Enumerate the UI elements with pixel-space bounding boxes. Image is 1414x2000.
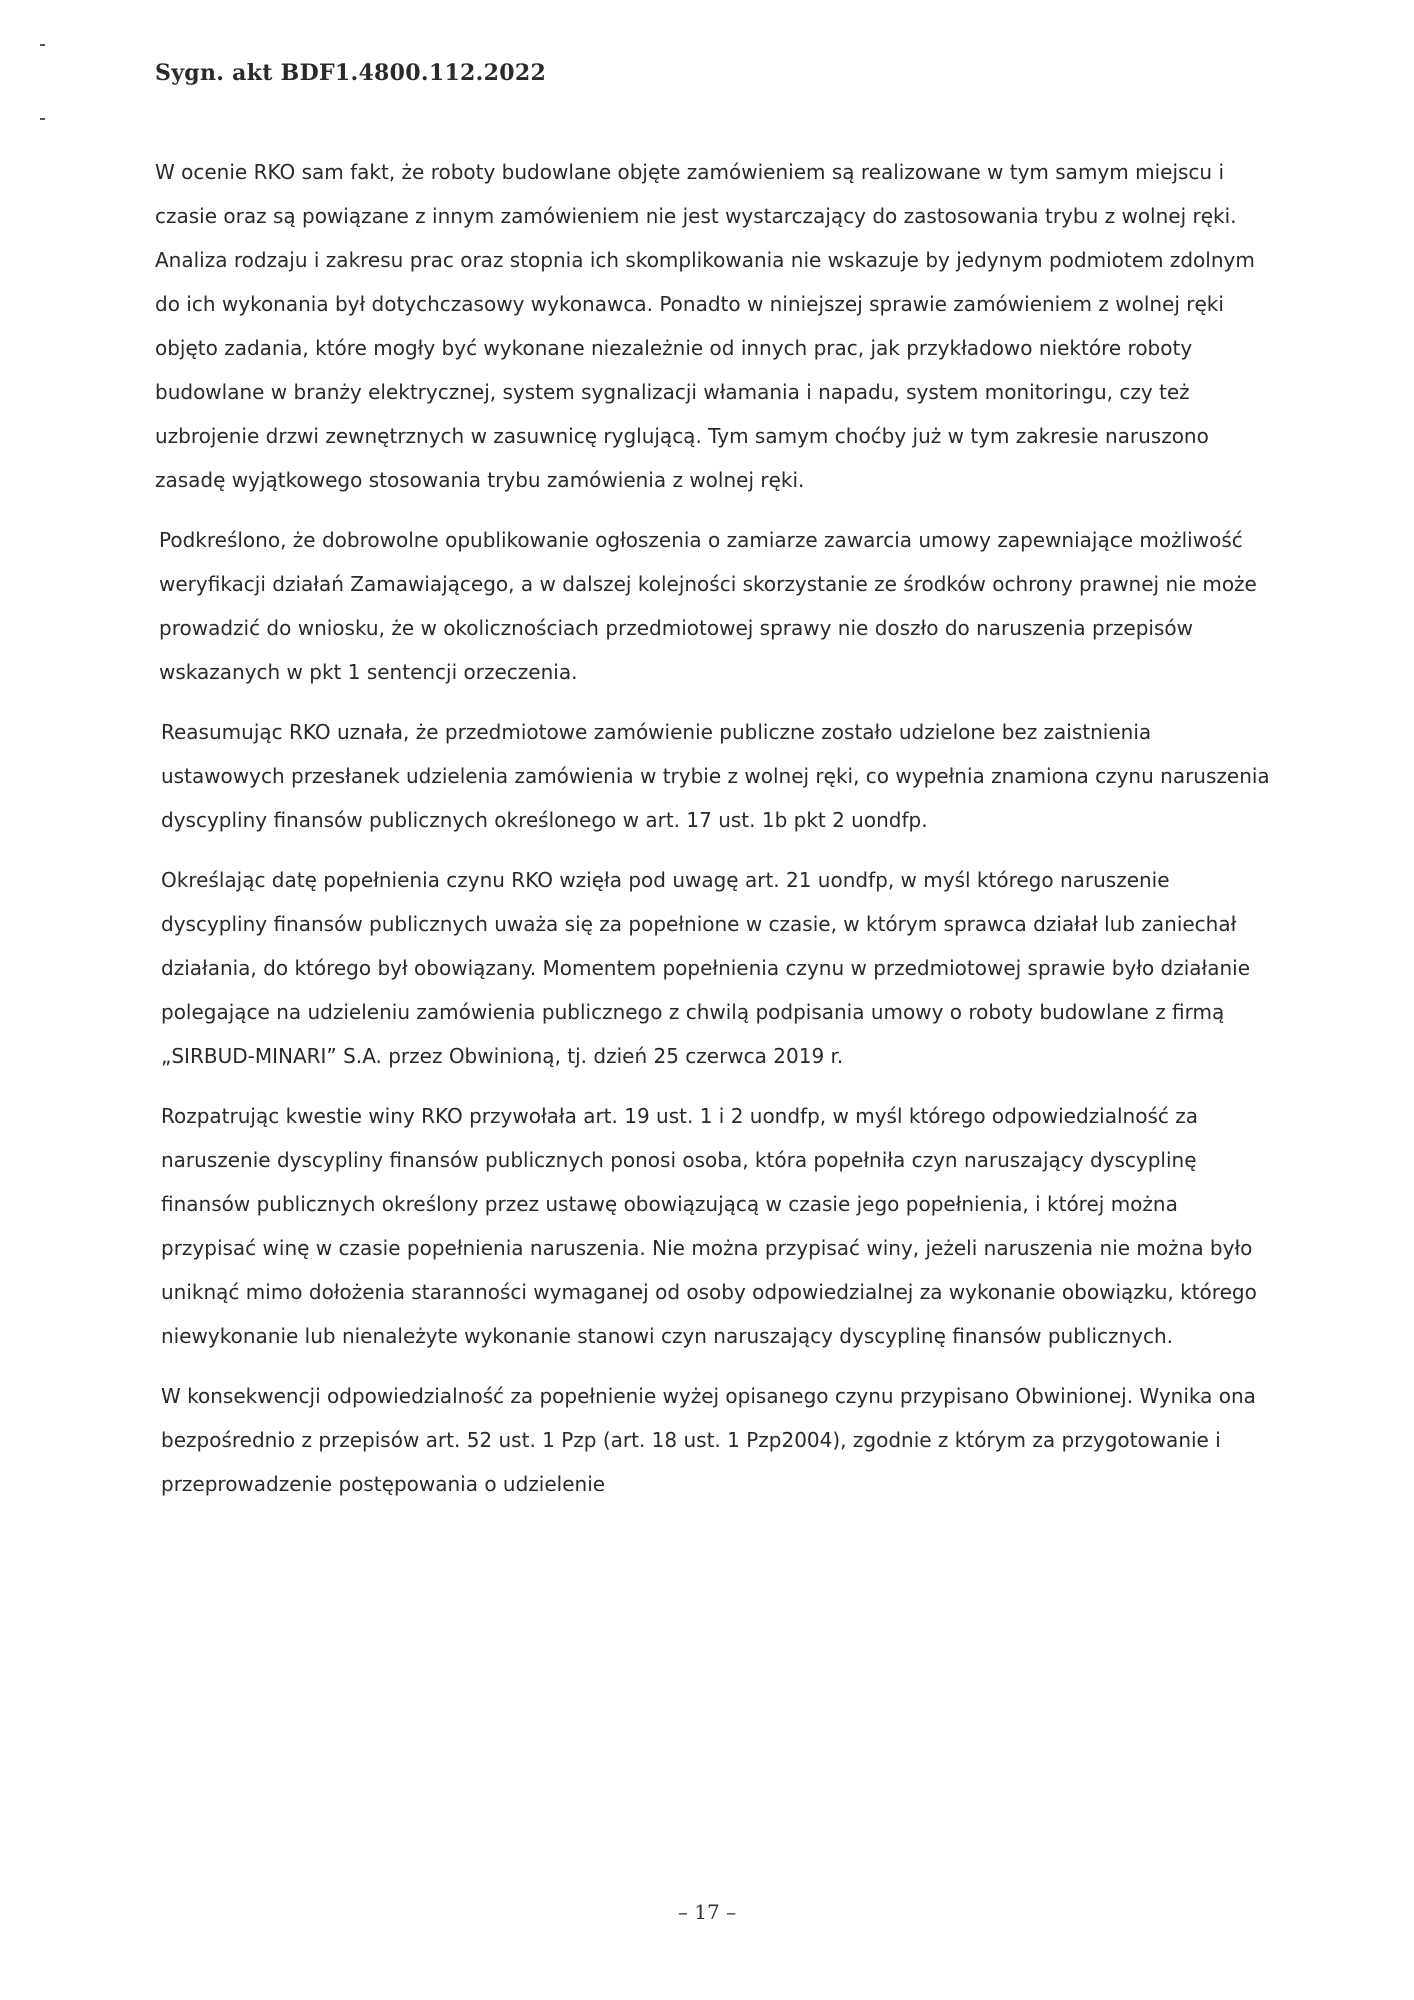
document-body: [155, 150, 1270, 1522]
paragraph: W konsekwencji odpowiedzialność za popełnienie wyżej opisanego czynu przypisano Obwinionej. Wynika ona bezpośrednio z przepisów art. 52 ust. 1 Pzp (art. 18 ust. 1 Pzp2004), zgodnie z którym za przygotowanie i przeprowadzenie postępowania o udzielenie: [161, 1384, 1256, 1496]
paragraph: Rozpatrując kwestie winy RKO przywołała art. 19 ust. 1 i 2 uondfp, w myśl którego odpowiedzialność za naruszenie dyscypliny finansów publicznych ponosi osoba, która popełniła czyn naruszający dyscyplinę finansów publicznych określony przez ustawę obowiązującą w czasie jego popełnienia, i której można przypisać winę w czasie popełnienia naruszenia. Nie można przypisać winy, jeżeli naruszenia nie można było uniknąć mimo dołożenia staranności wymaganej od osoby odpowiedzialnej za wykonanie obowiązku, którego niewykonanie lub nienależyte wykonanie stanowi czyn naruszający dyscyplinę finansów publicznych.: [161, 1104, 1257, 1348]
paragraph: W ocenie RKO sam fakt, że roboty budowlane objęte zamówieniem są realizowane w tym samym miejscu i czasie oraz są powiązane z innym zamówieniem nie jest wystarczający do zastosowania trybu z wolnej ręki. Analiza rodzaju i zakresu prac oraz stopnia ich skomplikowania nie wskazuje by jedynym podmiotem zdolnym do ich wykonania był dotychczasowy wykonawca. Ponadto w niniejszej sprawie zamówieniem z wolnej ręki objęto zadania, które mogły być wykonane niezależnie od innych prac, jak przykładowo niektóre roboty budowlane w branży elektrycznej, system sygnalizacji włamania i napadu, system monitoringu, czy też uzbrojenie drzwi zewnętrznych w zasuwnicę ryglującą. Tym samym choćby już w tym zakresie naruszono zasadę wyjątkowego stosowania trybu zamówienia z wolnej ręki.: [155, 160, 1255, 492]
paragraph: Reasumując RKO uznała, że przedmiotowe zamówienie publiczne zostało udzielone bez zaistnienia ustawowych przesłanek udzielenia zamówienia w trybie z wolnej ręki, co wypełnia znamiona czynu naruszenia dyscypliny finansów publicznych określonego w art. 17 ust. 1b pkt 2 uondfp.: [161, 720, 1270, 832]
case-reference: Sygn. akt BDF1.4800.112.2022: [155, 60, 547, 86]
margin-mark-top: [40, 44, 45, 46]
page-number: – 17 –: [677, 1900, 737, 1924]
paragraph: Określając datę popełnienia czynu RKO wzięła pod uwagę art. 21 uondfp, w myśl którego naruszenie dyscypliny finansów publicznych uważa się za popełnione w czasie, w którym sprawca działał lub zaniechał działania, do którego był obowiązany. Momentem popełnienia czynu w przedmiotowej sprawie było działanie polegające na udzieleniu zamówienia publicznego z chwilą podpisania umowy o roboty budowlane z firmą „SIRBUD-MINARI” S.A. przez Obwinioną, tj. dzień 25 czerwca 2019 r.: [161, 868, 1251, 1068]
paragraph: Podkreślono, że dobrowolne opublikowanie ogłoszenia o zamiarze zawarcia umowy zapewniające możliwość weryfikacji działań Zamawiającego, a w dalszej kolejności skorzystanie ze środków ochrony prawnej nie może prowadzić do wniosku, że w okolicznościach przedmiotowej sprawy nie doszło do naruszenia przepisów wskazanych w pkt 1 sentencji orzeczenia.: [159, 528, 1257, 684]
margin-mark-second: [40, 118, 45, 120]
